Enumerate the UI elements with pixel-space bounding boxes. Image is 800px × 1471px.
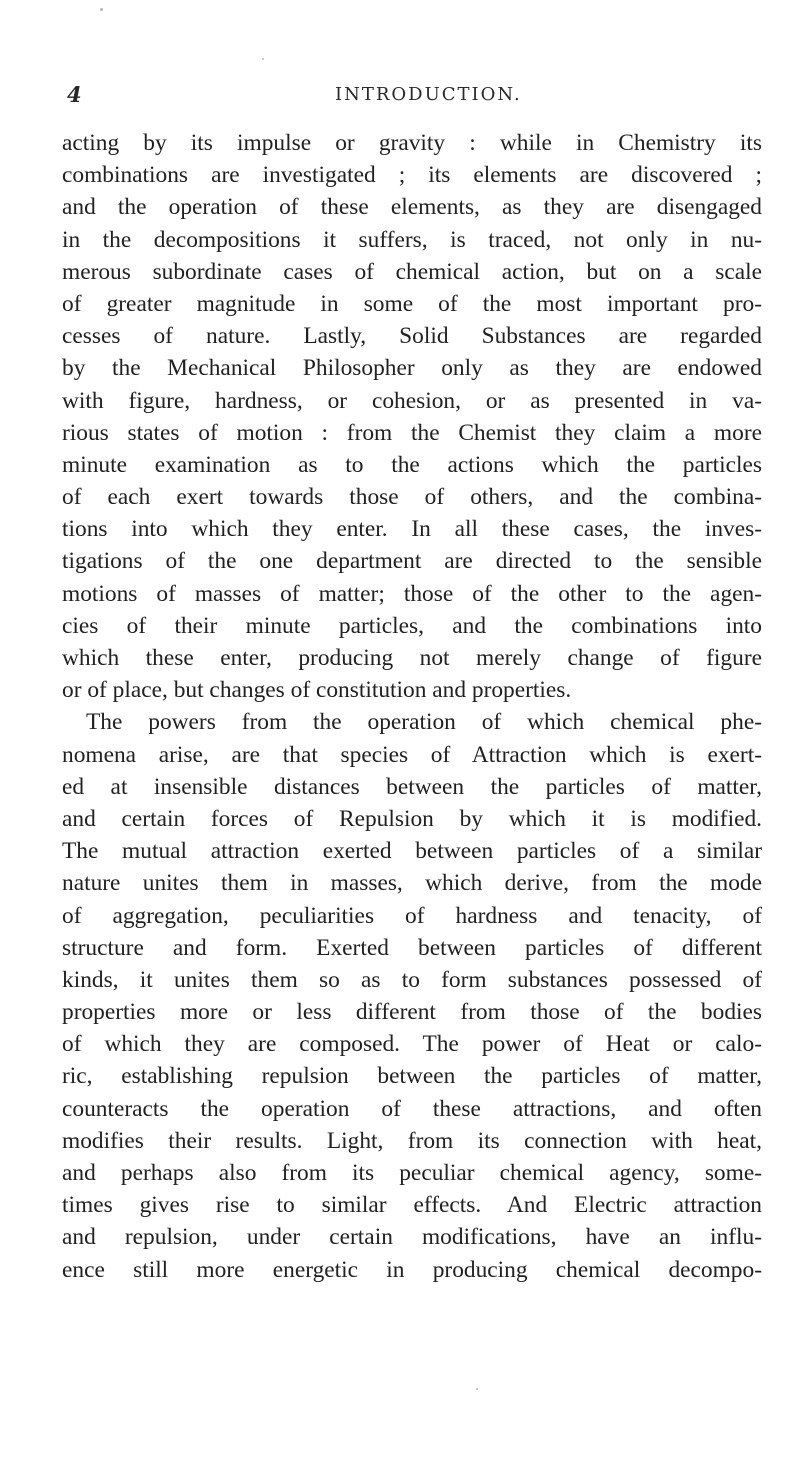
- text-line: properties more or less different from those of the bodies: [62, 999, 762, 1026]
- text-line: times gives rise to similar effects. And Electric attraction: [62, 1192, 762, 1219]
- text-line: of each exert towards those of others, and the combina-: [62, 484, 762, 511]
- text-line: The mutual attraction exerted between particles of a similar: [62, 838, 762, 865]
- text-line: modifies their results. Light, from its connection with heat,: [62, 1127, 762, 1154]
- text-line: cesses of nature. Lastly, Solid Substances are regarded: [62, 323, 762, 350]
- text-line: of aggregation, peculiarities of hardness and tenacity, of: [62, 902, 762, 929]
- text-line: ence still more energetic in producing chemical decompo-: [62, 1256, 762, 1283]
- text-line: and repulsion, under certain modifications, have an influ-: [62, 1224, 762, 1251]
- running-head: INTRODUCTION.: [335, 84, 522, 105]
- text-line: of which they are composed. The power of Heat or calo-: [62, 1031, 762, 1058]
- text-line: or of place, but changes of constitution and properties.: [62, 677, 572, 704]
- paper-speck: [262, 58, 264, 60]
- text-line: by the Mechanical Philosopher only as they are endowed: [62, 355, 762, 382]
- text-line: structure and form. Exerted between particles of different: [62, 934, 762, 961]
- text-line: ric, establishing repulsion between the particles of matter,: [62, 1063, 762, 1090]
- paper-speck: [476, 1388, 478, 1390]
- text-line: nature unites them in masses, which derive, from the mode: [62, 870, 762, 897]
- text-line: counteracts the operation of these attractions, and often: [62, 1095, 762, 1122]
- page-number: 4: [67, 82, 82, 107]
- text-line: ed at insensible distances between the particles of matter,: [62, 773, 762, 800]
- text-line: tigations of the one department are directed to the sensible: [62, 548, 762, 575]
- text-line: minute examination as to the actions which the particles: [62, 451, 762, 478]
- text-line: combinations are investigated ; its elements are discovered ;: [62, 162, 762, 189]
- paper-speck: [100, 8, 103, 11]
- text-line: and perhaps also from its peculiar chemical agency, some-: [62, 1160, 762, 1186]
- text-line: with figure, hardness, or cohesion, or as presented in va-: [62, 387, 762, 414]
- page-header: [62, 82, 762, 112]
- text-line: merous subordinate cases of chemical action, but on a scale: [62, 258, 762, 285]
- text-line: nomena arise, are that species of Attraction which is exert-: [62, 741, 762, 768]
- text-line: kinds, it unites them so as to form substances possessed of: [62, 966, 762, 993]
- text-line: tions into which they enter. In all these cases, the inves-: [62, 516, 762, 543]
- text-line: cies of their minute particles, and the combinations into: [62, 612, 762, 639]
- text-line: acting by its impulse or gravity : while in Chemistry its: [62, 130, 762, 156]
- text-line: rious states of motion : from the Chemist they claim a more: [62, 419, 762, 446]
- text-line: of greater magnitude in some of the most important pro-: [62, 290, 762, 317]
- text-line: in the decompositions it suffers, is traced, not only in nu-: [62, 226, 762, 253]
- text-line: The powers from the operation of which chemical phe-: [86, 709, 762, 736]
- text-line: and certain forces of Repulsion by which it is modified.: [62, 805, 762, 832]
- body-text: [62, 127, 762, 1286]
- text-line: which these enter, producing not merely change of figure: [62, 645, 762, 671]
- text-line: motions of masses of matter; those of the other to the agen-: [62, 580, 762, 607]
- text-line: and the operation of these elements, as they are disengaged: [62, 194, 762, 221]
